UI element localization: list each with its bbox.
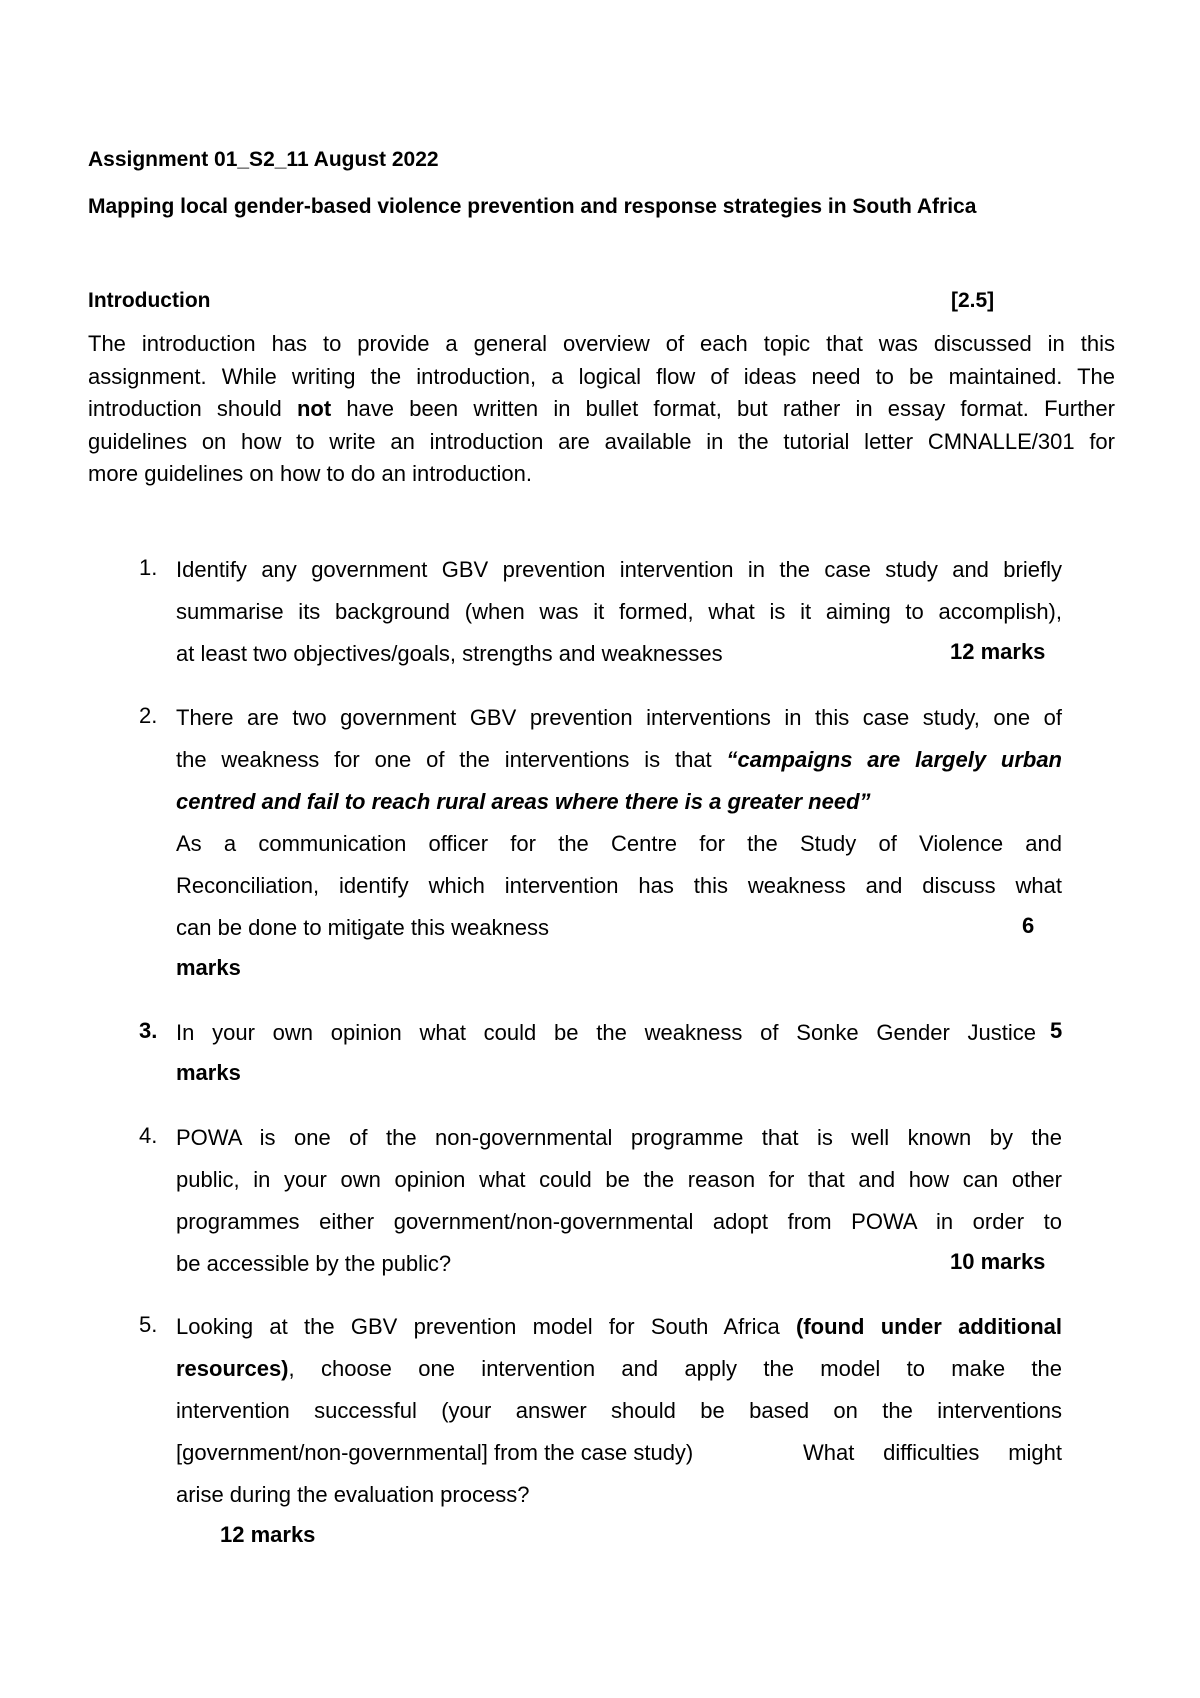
q1-marks: 12 marks <box>950 639 1046 664</box>
emphasis-not: not <box>296 396 332 421</box>
intro-line: assignment. While writing the introduction, a logical flow of ideas need to be maintained. The <box>88 363 1115 389</box>
intro-marks: [2.5] <box>951 289 995 312</box>
q2-line: the weakness for one of the interventions is that “campaigns are largely urban <box>176 747 1062 772</box>
intro-line: introduction should not have been written in bullet format, but rather in essay format. Further <box>88 396 1115 421</box>
q5-marks: 12 marks <box>220 1522 316 1547</box>
q2-line: can be done to mitigate this weakness <box>176 915 550 940</box>
q5-line: [government/non-governmental] from the case study) <box>176 1440 694 1465</box>
intro-line: The introduction has to provide a general overview of each topic that was discussed in this <box>88 331 1115 356</box>
q2-quote: “campaigns are largely urban <box>726 747 1062 772</box>
q2-line: There are two government GBV prevention interventions in this case study, one of <box>176 705 1062 730</box>
document-title: Mapping local gender-based violence prevention and response strategies in South Africa <box>88 195 977 218</box>
q1-line: summarise its background (when was it formed, what is it aiming to accomplish), <box>176 599 1062 624</box>
q5-line: Looking at the GBV prevention model for South Africa (found under additional <box>176 1314 1063 1339</box>
q4-number: 4. <box>139 1123 158 1148</box>
q5-line: resources), choose one intervention and apply the model to make the <box>176 1356 1062 1381</box>
q1-line: at least two objectives/goals, strengths and weaknesses <box>176 641 723 666</box>
intro-paragraph <box>88 328 1115 491</box>
q4-line: programmes either government/non-governmental adopt from POWA in order to <box>176 1209 1062 1234</box>
intro-heading: Introduction <box>88 289 211 312</box>
q2-number: 2. <box>139 703 158 728</box>
q5-emphasis: resources) <box>176 1356 289 1381</box>
q2-quote-line: centred and fail to reach rural areas where there is a greater need” <box>176 789 871 814</box>
q4-line: be accessible by the public? <box>176 1251 452 1276</box>
q5-line: arise during the evaluation process? <box>176 1482 530 1507</box>
q5-line: intervention successful (your answer should be based on the interventions <box>176 1398 1062 1423</box>
q3-number: 3. <box>139 1018 158 1043</box>
q5-number: 5. <box>139 1312 158 1337</box>
q5-emphasis: (found under additional <box>796 1314 1063 1339</box>
assignment-label: Assignment 01_S2_11 August 2022 <box>88 148 439 171</box>
intro-line: more guidelines on how to do an introduction. <box>88 461 532 486</box>
q4-line: public, in your own opinion what could be the reason for that and how can other <box>176 1167 1062 1192</box>
q3-line: In your own opinion what could be the weakness of Sonke Gender Justice <box>176 1020 1036 1045</box>
q1-number: 1. <box>139 555 158 580</box>
q2-marks-word: marks <box>176 955 241 980</box>
q1-line: Identify any government GBV prevention intervention in the case study and briefly <box>176 557 1062 582</box>
q4-marks: 10 marks <box>950 1249 1046 1274</box>
intro-line: guidelines on how to write an introduction are available in the tutorial letter CMNALLE/301 for <box>88 428 1115 454</box>
q3-marks-number: 5 <box>1050 1018 1063 1043</box>
q3-marks-word: marks <box>176 1060 241 1085</box>
q2-marks-number: 6 <box>1022 913 1035 938</box>
q2-line: As a communication officer for the Centre for the Study of Violence and <box>176 831 1062 856</box>
q4-line: POWA is one of the non-governmental programme that is well known by the <box>176 1125 1062 1150</box>
q5-line-tail: What difficulties might <box>803 1440 1062 1465</box>
q2-line: Reconciliation, identify which intervention has this weakness and discuss what <box>176 873 1062 898</box>
